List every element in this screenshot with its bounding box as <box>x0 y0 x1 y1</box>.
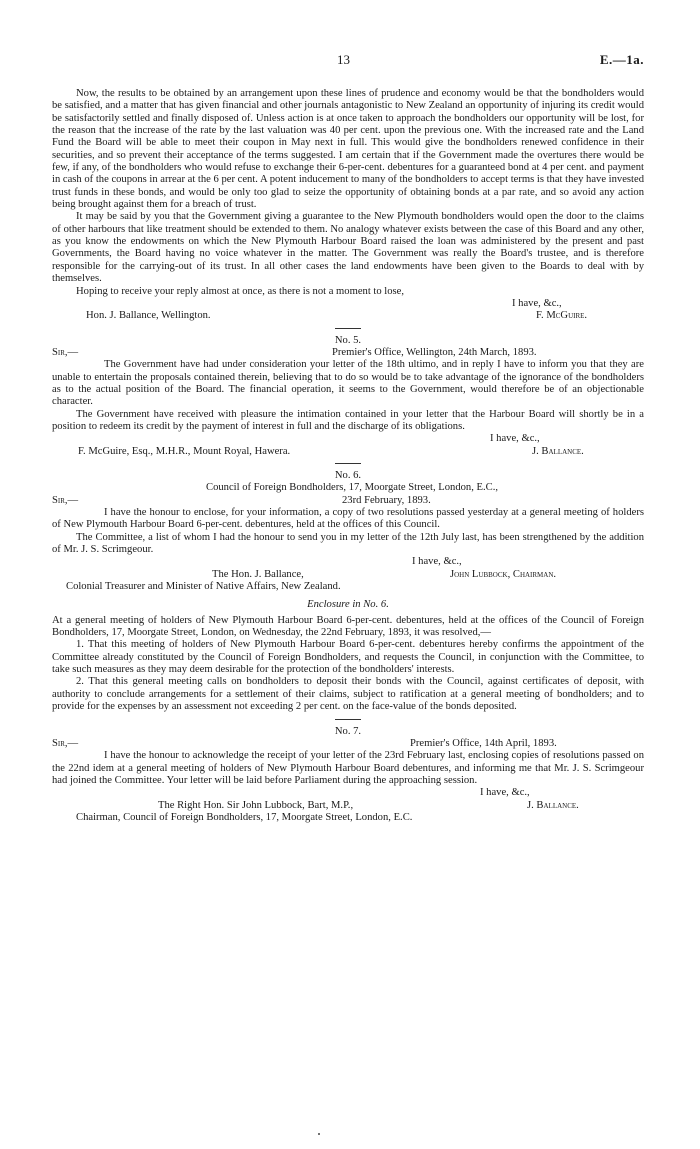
no7-closing-row <box>52 787 644 799</box>
no7-place-date: Premier's Office, 14th April, 1893. <box>410 737 557 749</box>
no6-addressee-row <box>52 581 644 593</box>
no5-place-date: Premier's Office, Wellington, 24th March, 1893. <box>332 346 537 358</box>
intro-closing-row <box>52 298 644 310</box>
no6-closing: I have, &c., <box>412 556 462 568</box>
no5-salutation-row <box>52 347 644 359</box>
intro-paragraph-3: Hoping to receive your reply almost at once, as there is not a moment to lose, <box>76 285 405 297</box>
no6-closing-row <box>52 556 644 568</box>
no6-signature: John Lubbock, Chairman. <box>450 568 557 580</box>
no7-closing: I have, &c., <box>480 787 530 799</box>
no5-closing: I have, &c., <box>490 433 540 445</box>
resolution-1: 1. That this meeting of holders of New Plymouth Harbour Board 6-per-cent. debentures hereby confirms the appointment of the Committee already constituted by the Council of Foreign Bondholders, and requests the Council, in conjunction with the Committee, to take such measures as they may deem desirable for the protection of the bondholders' interests. <box>52 639 644 676</box>
no7-heading: No. 7. <box>334 725 362 737</box>
no6-place: Council of Foreign Bondholders, 17, Moorgate Street, London, E.C., <box>206 482 498 494</box>
no6-place-row <box>52 482 644 494</box>
no6-salutation-row <box>52 495 644 507</box>
no6-addressee-line1: The Hon. J. Ballance, <box>212 568 304 580</box>
no5-signature: J. Ballance. <box>532 445 584 457</box>
no7-addressee-line2: Chairman, Council of Foreign Bondholders, 17, Moorgate Street, London, E.C. <box>76 811 413 823</box>
intro-signature-row <box>52 310 644 322</box>
intro-paragraph-2: It may be said by you that the Government giving a guarantee to the New Plymouth bondholders would open the door to the claims of other harbours that like treatment should be extended to them. No analogy whatever exists between the case of this Board and any other, as you know the endowments on which the New Plymouth Harbour Board raised the loan was administered by the present and past Governments, the Board having no voice whatever in the matter. The Government was really the Board's trustee, and is therefore responsible for the carrying-out of its trust. In all other cases the land endowments have been given to the Boards to deal with by themselves. <box>52 211 644 285</box>
intro-signature: F. McGuire. <box>536 310 588 322</box>
no5-paragraph-1: The Government have had under consideration your letter of the 18th ultimo, and in reply I have to inform you that they are unable to entertain the proposals contained therein, believing that to do so would be to take advantage of the ignorance of the bondholders as to the actual position of the Board. The financial operation, it seems to the Government, would therefore be of an objectionable character. <box>52 359 644 408</box>
no6-heading: No. 6. <box>334 469 362 481</box>
no5-heading: No. 5. <box>334 334 362 346</box>
resolution-2: 2. That this general meeting calls on bondholders to deposit their bonds with the Council, against certificates of deposit, with authority to conclude arrangements for a settlement of their claims, subject to ratification at a general meeting of bondholders; and to provide for the expenses by an assessment not exceeding 2 per cent. on the face-value of the bonds deposited. <box>52 676 644 713</box>
enclosure-heading: Enclosure in No. 6. <box>307 599 389 611</box>
section-divider <box>335 463 361 464</box>
page-number: 13 <box>337 52 350 67</box>
section-divider <box>335 719 361 720</box>
no5-addressee: F. McGuire, Esq., M.H.R., Mount Royal, Hawera. <box>78 445 291 457</box>
no7-addressee-row <box>52 812 644 824</box>
no7-salutation-row <box>52 738 644 750</box>
no5-paragraph-2: The Government have received with pleasure the intimation contained in your letter that the Harbour Board will shortly be in a position to redeem its credit by the payment of interest in full and the discharge of its obligations. <box>52 408 644 432</box>
no5-salutation: Sir,— <box>52 346 79 358</box>
no5-signature-row <box>52 446 644 458</box>
no7-signature-row <box>52 800 644 812</box>
no5-closing-row <box>52 433 644 445</box>
no6-addressee-line2: Colonial Treasurer and Minister of Native Affairs, New Zealand. <box>66 581 341 593</box>
no7-signature: J. Ballance. <box>527 799 579 811</box>
page-mark <box>318 1133 320 1135</box>
no7-addressee-line1: The Right Hon. Sir John Lubbock, Bart, M.P., <box>158 799 354 811</box>
page-header <box>52 54 644 70</box>
intro-closing: I have, &c., <box>512 297 562 309</box>
no7-salutation: Sir,— <box>52 737 79 749</box>
document-body <box>52 88 644 824</box>
no6-paragraph-1: I have the honour to enclose, for your information, a copy of two resolutions passed yesterday at a general meeting of holders of New Plymouth Harbour Board 6-per-cent. debentures, held at the offices of this Council. <box>52 507 644 531</box>
intro-addressee: Hon. J. Ballance, Wellington. <box>86 310 211 322</box>
no6-signature-row <box>52 569 644 581</box>
intro-paragraph-1: Now, the results to be obtained by an arrangement upon these lines of prudence and economy would be that the bondholders would be satisfied, and a matter that has given financial and other journals antagonistic to New Zealand an opportunity of injuring its credit would be satisfactorily settled and finally disposed of. Unless action is at once taken to approach the bondholders our opportunity will be lost, for the reason that the increase of the rate by the last valuation was 40 per cent. upon the previous one. With the increased rate and the Land Fund the Board will be able to meet their coupon in May next in full. This would give the bondholders renewed confidence in their securities, and so prevent their acceptance of the terms suggested. I am certain that if the Government made the overtures there would be few, if any, of the bondholders who would refuse to exchange their 6-per-cent. debentures for a guaranteed bond at 4 per cent. and payment in cash of the coupons in arrear at the 6 per cent. A potent inducement to many of the bondholders to accept terms is that they have invested trust funds in these bonds, and would be only too glad to seize the opportunity of obtaining bonds at a par rate, and so avoid any action being brought against them for a breach of trust. <box>52 88 644 211</box>
section-divider <box>335 328 361 329</box>
document-reference: E.—1a. <box>599 52 644 67</box>
no6-salutation: Sir,— <box>52 494 79 506</box>
enclosure-paragraph-1: At a general meeting of holders of New Plymouth Harbour Board 6-per-cent. debentures, held at the offices of the Council of Foreign Bondholders, 17, Moorgate Street, London, on Wednesday, the 22nd February, 1893, it was resolved,— <box>52 614 644 639</box>
no7-paragraph-1: I have the honour to acknowledge the receipt of your letter of the 23rd February last, enclosing copies of resolutions passed on the 22nd idem at a general meeting of holders of New Plymouth Harbour Board debentures, and informing me that Mr. J. S. Scrimgeour had joined the Committee. Your letter will be laid before Parliament during the approaching session. <box>52 750 644 786</box>
no6-paragraph-2: The Committee, a list of whom I had the honour to send you in my letter of the 12th July last, has been strengthened by the addition of Mr. J. S. Scrimgeour. <box>52 531 644 556</box>
no6-date: 23rd February, 1893. <box>342 494 431 506</box>
